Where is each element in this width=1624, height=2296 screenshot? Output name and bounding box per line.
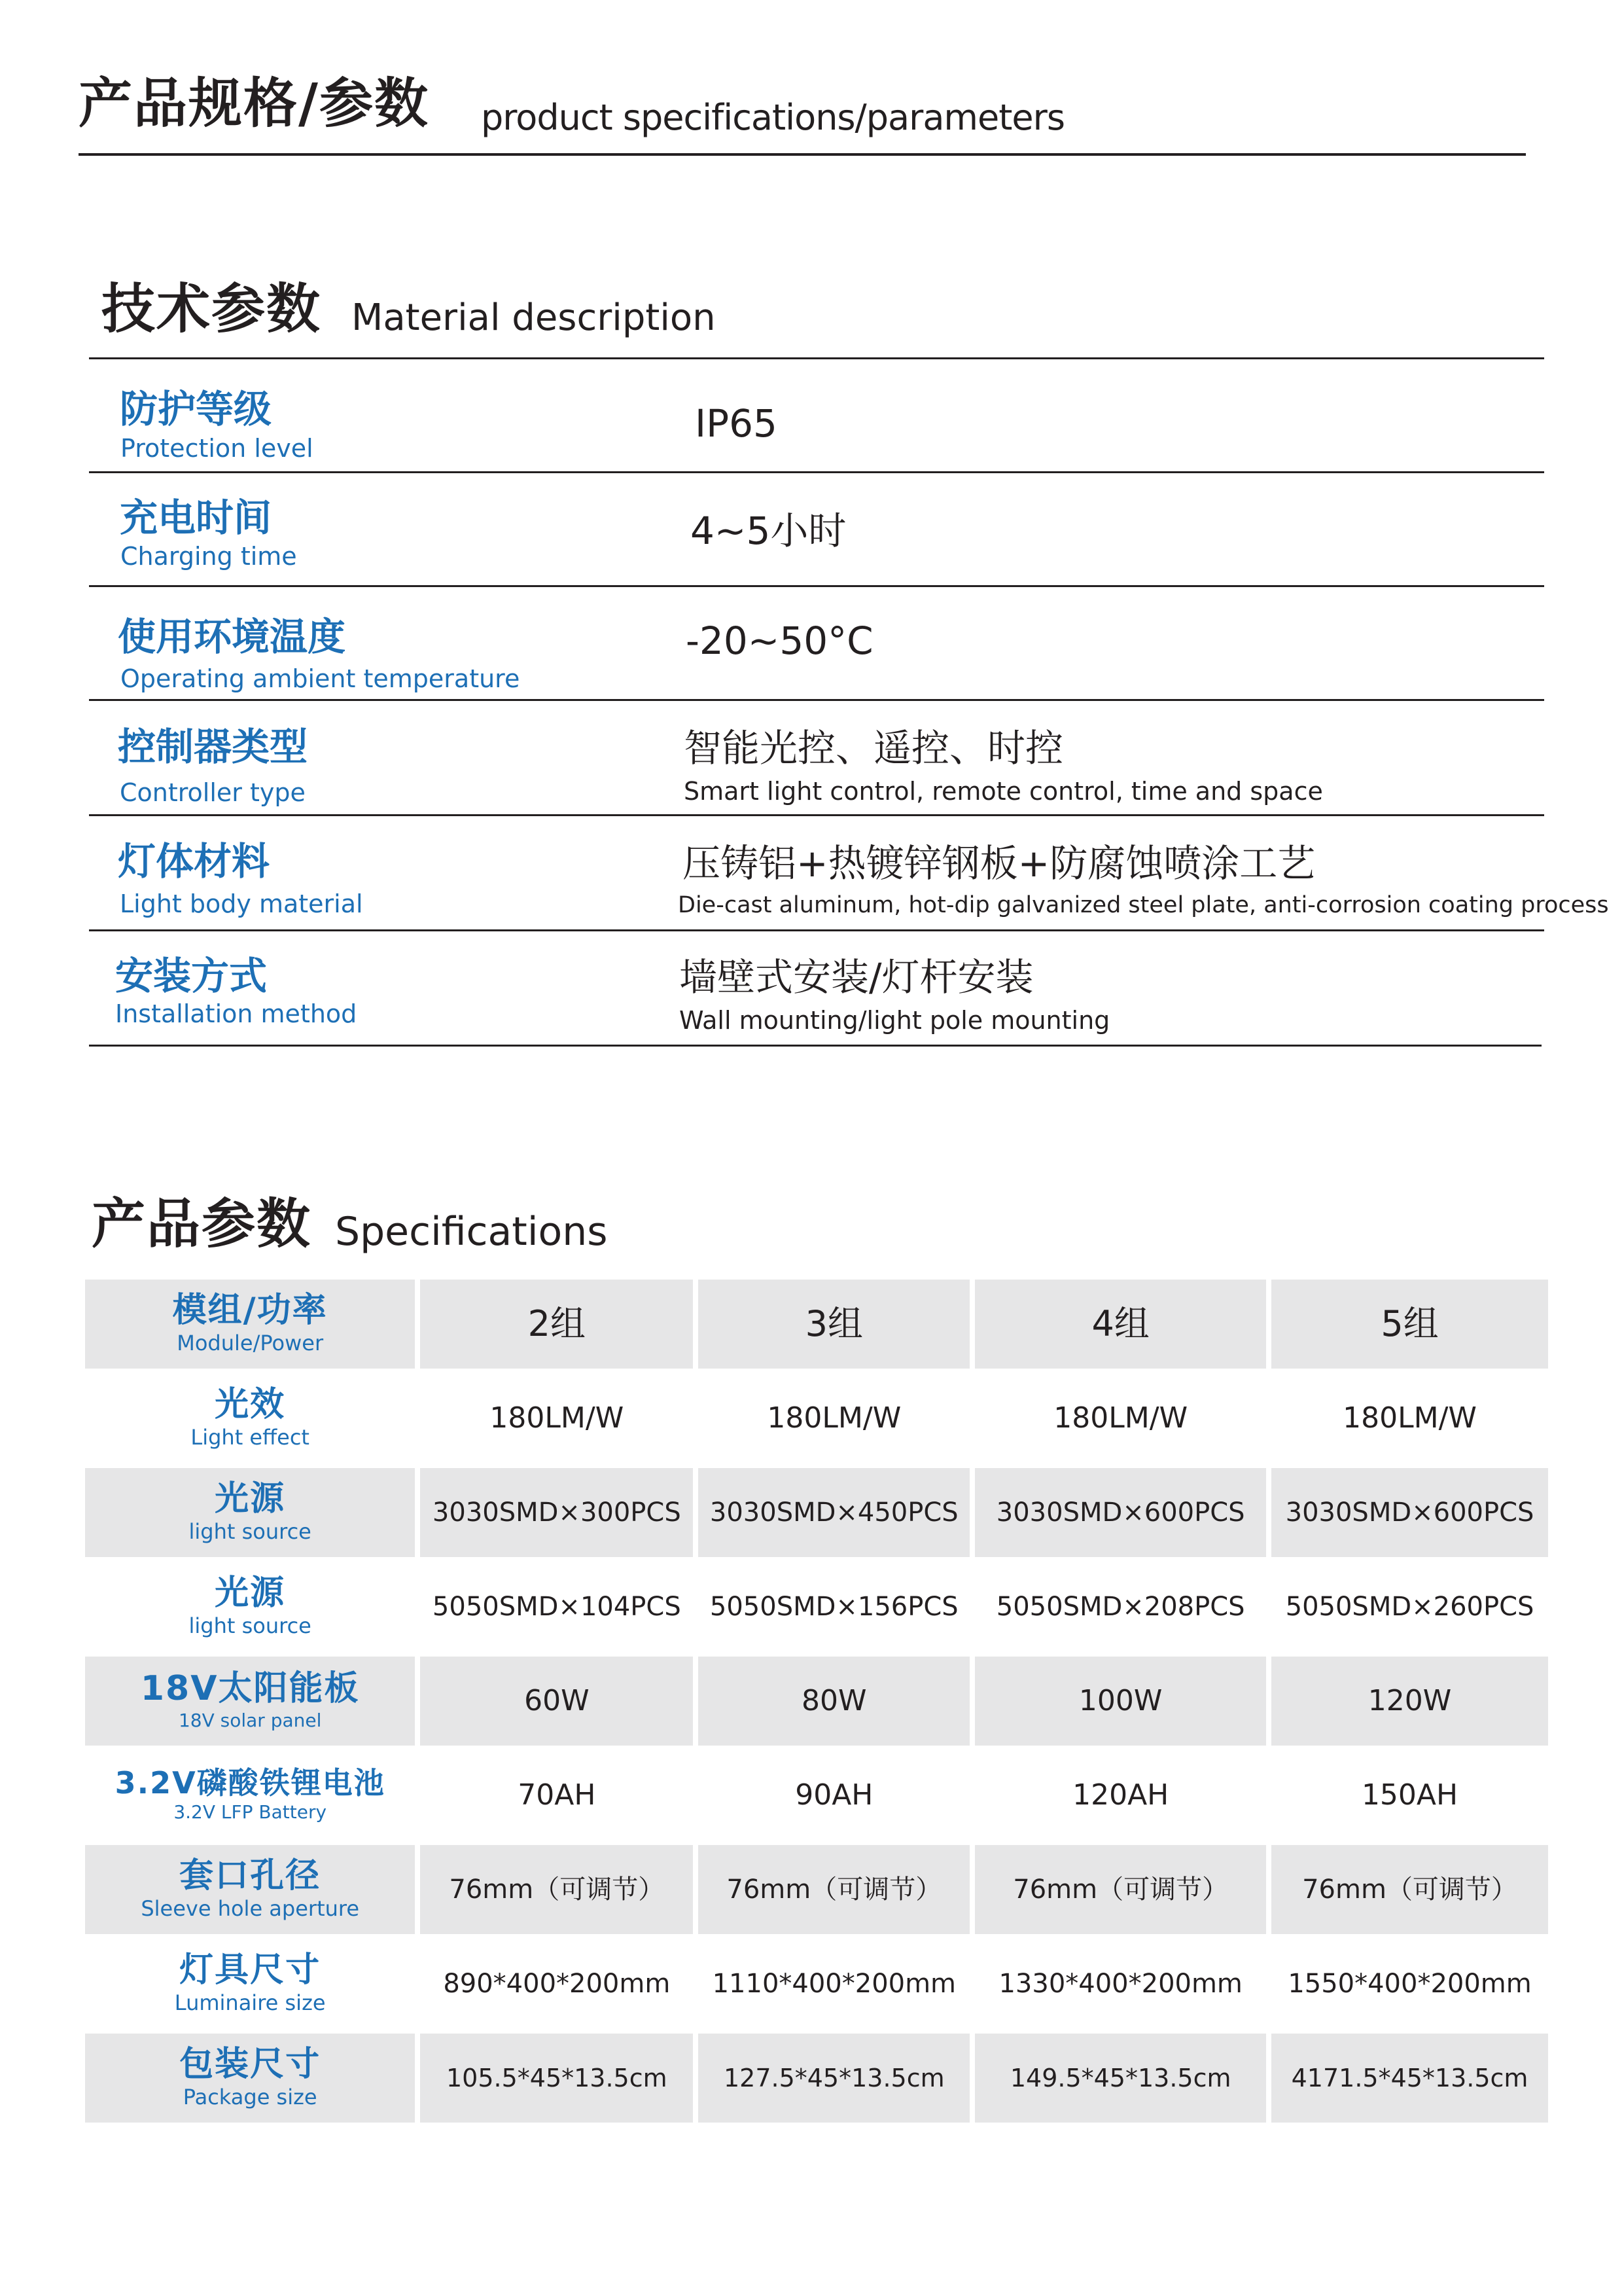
cell-value: 80W (802, 1684, 867, 1717)
table-cell (698, 1374, 970, 1463)
row-label: 灯具尺寸 (179, 1950, 321, 1990)
row-label: 光效 (215, 1384, 286, 1424)
row-label-en: Light effect (190, 1425, 309, 1450)
row-label-cell (85, 1280, 415, 1369)
table-row (85, 1751, 1548, 1845)
material-top-rule (89, 357, 1544, 359)
specs-section-title: 产品参数 (92, 1193, 312, 1255)
body-material-label: 灯体材料 (118, 839, 270, 884)
cell-value: 70AH (518, 1778, 596, 1812)
cell-value: 1550*400*200mm (1288, 1969, 1532, 1999)
cell-value: 76mm（可调节） (1302, 1874, 1517, 1905)
row-label-en: Sleeve hole aperture (141, 1896, 360, 1922)
table-cell (975, 1657, 1266, 1746)
table-cell (420, 1845, 693, 1934)
table-cell (420, 2034, 693, 2123)
table-cell (420, 1751, 693, 1840)
table-cell (420, 1280, 693, 1369)
page-title: 产品规格/参数 (79, 73, 429, 135)
row-label-en: 3.2V LFP Battery (173, 1801, 327, 1823)
table-cell (975, 1374, 1266, 1463)
table-cell (975, 1939, 1266, 2028)
row-label-cell (85, 1374, 415, 1463)
row-label-cell (85, 1751, 415, 1840)
cell-value: 150AH (1361, 1778, 1458, 1812)
row-label-en: Luminaire size (174, 1990, 326, 2016)
cell-value: 180LM/W (1343, 1401, 1477, 1435)
page-subtitle: product specifications/parameters (481, 97, 1065, 138)
table-row (85, 1374, 1548, 1468)
table-row (85, 1562, 1548, 1657)
charging-time-label: 充电时间 (120, 495, 272, 540)
row-divider (89, 585, 1544, 587)
cell-value: 2组 (527, 1303, 586, 1344)
installation-method-label-en: Installation method (115, 999, 357, 1028)
cell-value: 105.5*45*13.5cm (446, 2064, 667, 2092)
row-label: 光源 (215, 1573, 286, 1613)
table-cell (698, 1845, 970, 1934)
protection-level-value: IP65 (695, 401, 777, 446)
table-row (85, 1468, 1548, 1562)
cell-value: 180LM/W (767, 1401, 902, 1435)
table-row (85, 1280, 1548, 1374)
cell-value: 3030SMD×450PCS (709, 1498, 959, 1528)
ambient-temperature-value: -20~50°C (686, 619, 874, 663)
table-cell (1271, 1562, 1548, 1651)
table-cell (1271, 2034, 1548, 2123)
table-row (85, 1939, 1548, 2034)
cell-value: 3030SMD×600PCS (996, 1498, 1245, 1528)
protection-level-label: 防护等级 (120, 387, 272, 431)
cell-value: 76mm（可调节） (726, 1874, 942, 1905)
body-material-value: 压铸铝+热镀锌钢板+防腐蚀喷涂工艺 (682, 841, 1316, 886)
material-section-title: 技术参数 (101, 278, 322, 340)
installation-method-value-en: Wall mounting/light pole mounting (679, 1006, 1110, 1035)
cell-value: 4组 (1091, 1303, 1150, 1344)
table-row (85, 1845, 1548, 1939)
cell-value: 3组 (805, 1303, 863, 1344)
cell-value: 180LM/W (489, 1401, 624, 1435)
table-cell (698, 1468, 970, 1557)
controller-type-label: 控制器类型 (118, 725, 308, 769)
cell-value: 1110*400*200mm (712, 1969, 957, 1999)
table-cell (975, 1562, 1266, 1651)
row-label-en: light source (188, 1613, 311, 1639)
row-divider (89, 929, 1544, 931)
header-divider (79, 153, 1526, 156)
cell-value: 60W (524, 1684, 590, 1717)
cell-value: 5050SMD×104PCS (432, 1592, 681, 1622)
table-cell (1271, 1657, 1548, 1746)
table-cell (698, 2034, 970, 2123)
cell-value: 3030SMD×600PCS (1285, 1498, 1534, 1528)
row-divider (89, 814, 1544, 816)
cell-value: 5050SMD×156PCS (709, 1592, 959, 1622)
row-label-en: Package size (183, 2085, 317, 2110)
row-label-en: light source (188, 1519, 311, 1545)
row-label-en: Module/Power (177, 1331, 324, 1356)
specs-section-subtitle: Specifications (335, 1209, 608, 1255)
table-cell (698, 1280, 970, 1369)
table-cell (698, 1657, 970, 1746)
row-label-cell (85, 1562, 415, 1651)
table-cell (420, 1939, 693, 2028)
material-section-subtitle: Material description (351, 296, 716, 339)
table-cell (698, 1562, 970, 1651)
cell-value: 5050SMD×208PCS (996, 1592, 1245, 1622)
cell-value: 127.5*45*13.5cm (723, 2064, 945, 2092)
row-label-en: 18V solar panel (178, 1709, 322, 1731)
body-material-label-en: Light body material (120, 889, 363, 918)
cell-value: 1330*400*200mm (998, 1969, 1243, 1999)
table-cell (698, 1939, 970, 2028)
material-bottom-rule (89, 1045, 1542, 1047)
cell-value: 3030SMD×300PCS (432, 1498, 681, 1528)
table-cell (698, 1751, 970, 1840)
row-label: 光源 (215, 1479, 286, 1518)
row-label: 包装尺寸 (179, 2044, 321, 2084)
body-material-value-en: Die-cast aluminum, hot-dip galvanized steel plate, anti-corrosion coating process (678, 892, 1609, 918)
table-cell (975, 1845, 1266, 1934)
row-label-cell (85, 1657, 415, 1746)
table-cell (420, 1374, 693, 1463)
row-label-cell (85, 1468, 415, 1557)
table-cell (420, 1562, 693, 1651)
cell-value: 149.5*45*13.5cm (1010, 2064, 1231, 2092)
table-row (85, 1657, 1548, 1751)
cell-value: 120W (1368, 1684, 1452, 1717)
installation-method-label: 安装方式 (115, 954, 268, 998)
table-cell (420, 1468, 693, 1557)
ambient-temperature-label: 使用环境温度 (118, 615, 346, 659)
cell-value: 5组 (1381, 1303, 1439, 1344)
charging-time-label-en: Charging time (120, 542, 297, 571)
table-cell (1271, 1751, 1548, 1840)
installation-method-value: 墙壁式安装/灯杆安装 (679, 955, 1034, 999)
row-label-cell (85, 1845, 415, 1934)
row-divider (89, 699, 1544, 701)
row-label: 18V太阳能板 (140, 1668, 360, 1708)
row-divider (89, 471, 1544, 473)
table-cell (1271, 1845, 1548, 1934)
cell-value: 4171.5*45*13.5cm (1291, 2064, 1528, 2092)
row-label-cell (85, 1939, 415, 2028)
cell-value: 90AH (795, 1778, 874, 1812)
table-cell (1271, 1468, 1548, 1557)
table-cell (1271, 1939, 1548, 2028)
row-label: 模组/功率 (172, 1290, 328, 1330)
table-cell (420, 1657, 693, 1746)
row-label-cell (85, 2034, 415, 2123)
cell-value: 76mm（可调节） (449, 1874, 665, 1905)
charging-time-value: 4~5小时 (690, 509, 847, 553)
table-row (85, 2034, 1548, 2128)
table-cell (975, 1280, 1266, 1369)
specifications-table (85, 1280, 1548, 2128)
cell-value: 76mm（可调节） (1013, 1874, 1229, 1905)
controller-type-label-en: Controller type (120, 778, 306, 807)
table-cell (1271, 1374, 1548, 1463)
table-cell (975, 2034, 1266, 2123)
cell-value: 890*400*200mm (443, 1969, 671, 1999)
cell-value: 180LM/W (1053, 1401, 1188, 1435)
protection-level-label-en: Protection level (120, 434, 313, 463)
table-cell (975, 1751, 1266, 1840)
ambient-temperature-label-en: Operating ambient temperature (120, 664, 520, 693)
row-label: 套口孔径 (179, 1856, 321, 1895)
cell-value: 5050SMD×260PCS (1285, 1592, 1534, 1622)
cell-value: 120AH (1072, 1778, 1169, 1812)
table-cell (1271, 1280, 1548, 1369)
table-cell (975, 1468, 1266, 1557)
cell-value: 100W (1078, 1684, 1163, 1717)
controller-type-value-en: Smart light control, remote control, time and space (684, 777, 1323, 806)
controller-type-value: 智能光控、遥控、时控 (684, 726, 1064, 770)
row-label: 3.2V磷酸铁锂电池 (115, 1765, 385, 1801)
